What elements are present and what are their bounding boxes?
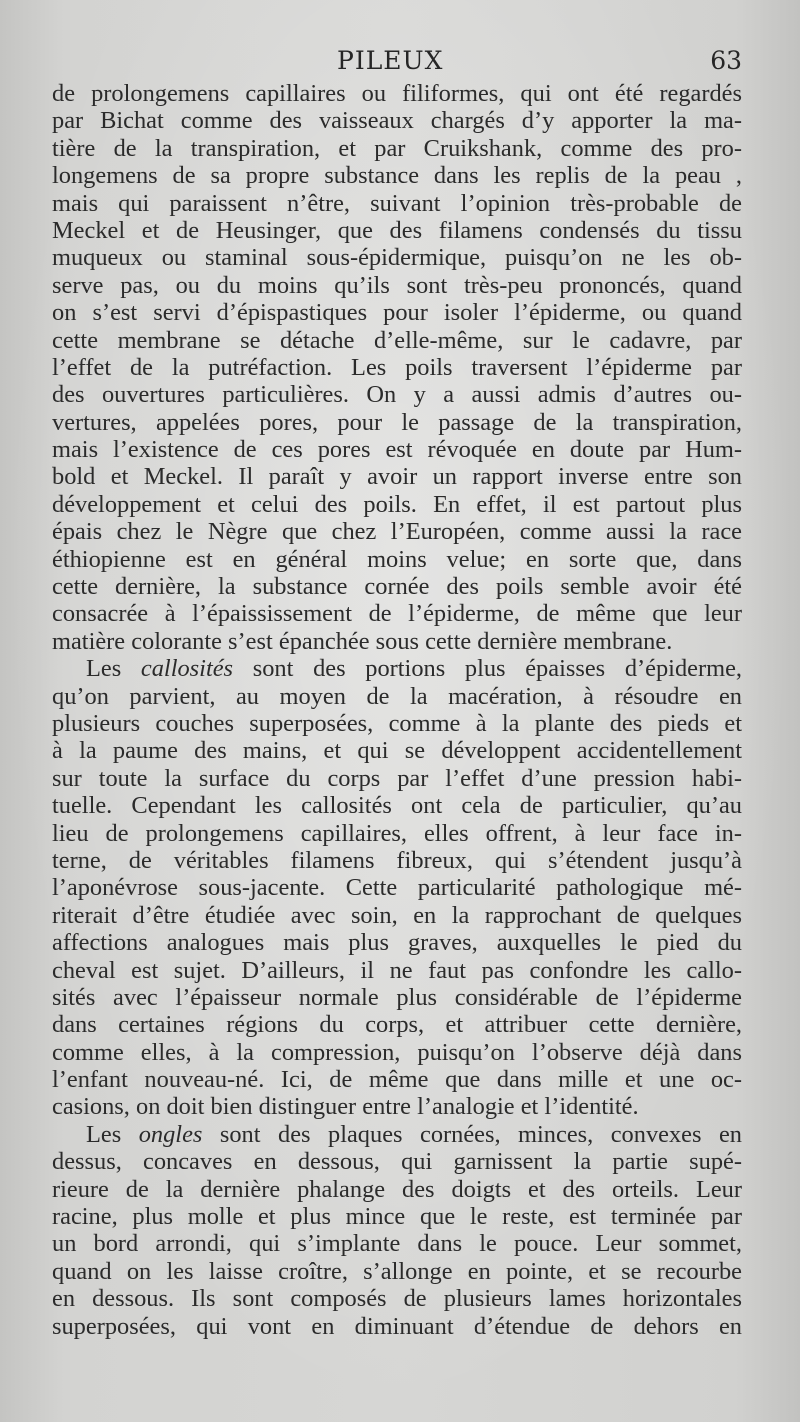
text-line: l’effet de la putréfaction. Les poils traversent l’épiderme par (52, 353, 742, 381)
text-line: cette membrane se détache d’elle-même, sur le cadavre, par (52, 326, 742, 354)
text-line: des ouvertures particulières. On y a aussi admis d’autres ou- (52, 381, 742, 409)
text-line: rieure de la dernière phalange des doigts et des orteils. Leur (52, 1175, 742, 1203)
text-line: serve pas, ou du moins qu’ils sont très-peu prononcés, quand (52, 271, 742, 299)
text-line: mais qui paraissent n’être, suivant l’opinion très-probable de (52, 189, 742, 217)
text-line: dessus, concaves en dessous, qui garnissent la partie supé- (52, 1148, 742, 1176)
running-head: PILEUX (337, 46, 444, 75)
text-line: éthiopienne est en général moins velue; en sorte que, dans (52, 545, 742, 573)
text-line: cette dernière, la substance cornée des poils semble avoir été (52, 573, 742, 601)
text-line: quand on les laisse croître, s’allonge en pointe, et se recourbe (52, 1257, 742, 1285)
text-line: casions, on doit bien distinguer entre l’analogie et l’identité. (52, 1093, 639, 1121)
text-line: qu’on parvient, au moyen de la macération, à résoudre en (52, 682, 742, 710)
text-line: en dessous. Ils sont composés de plusieurs lames horizontales (52, 1285, 742, 1313)
text-line: tuelle. Cependant les callosités ont cela de particulier, qu’au (52, 792, 742, 820)
text-line: riterait d’être étudiée avec soin, en la rapprochant de quelques (52, 901, 742, 929)
text-line: bold et Meckel. Il paraît y avoir un rapport inverse entre son (52, 463, 742, 491)
text-line: on s’est servi d’épispastiques pour isoler l’épiderme, ou quand (52, 299, 742, 327)
text-line: longemens de sa propre substance dans les replis de la peau , (52, 162, 742, 190)
italic-term: ongles (138, 1120, 203, 1148)
text-line: cheval est sujet. D’ailleurs, il ne faut pas confondre les callo- (52, 956, 742, 984)
text-line: l’aponévrose sous-jacente. Cette particularité pathologique mé- (52, 874, 742, 902)
text-line: superposées, qui vont en diminuant d’étendue de dehors en (52, 1312, 742, 1340)
text-line: mais l’existence de ces pores est révoquée en doute par Hum- (52, 436, 742, 464)
page-number: 63 (710, 46, 742, 75)
text-line: comme elles, à la compression, puisqu’on l’observe déjà dans (52, 1038, 742, 1066)
italic-term: callosités (140, 655, 234, 683)
text-line: tière de la transpiration, et par Cruikshank, comme des pro- (52, 134, 742, 162)
text-line: matière colorante s’est épanchée sous cette dernière membrane. (52, 627, 673, 655)
text-line: consacrée à l’épaississement de l’épiderme, de même que leur (52, 600, 742, 628)
text-line: dans certaines régions du corps, et attribuer cette dernière, (52, 1011, 742, 1039)
text-line: par Bichat comme des vaisseaux chargés d’y apporter la ma- (52, 107, 742, 135)
text-line: sités avec l’épaisseur normale plus considérable de l’épiderme (52, 983, 742, 1011)
text-line: sur toute la surface du corps par l’effet d’une pression habi- (52, 764, 742, 792)
text-line: Les ongles sont des plaques cornées, minces, convexes en (86, 1120, 742, 1148)
text-line: lieu de prolongemens capillaires, elles offrent, à leur face in- (52, 819, 742, 847)
text-line: à la paume des mains, et qui se développent accidentellement (52, 737, 742, 765)
text-line: l’enfant nouveau-né. Ici, de même que dans mille et une oc- (52, 1066, 742, 1094)
text-line: un bord arrondi, qui s’implante dans le pouce. Leur sommet, (52, 1230, 742, 1258)
text-line: terne, de véritables filamens fibreux, qui s’étendent jusqu’à (52, 846, 742, 874)
text-line: développement et celui des poils. En effet, il est partout plus (52, 490, 742, 518)
text-line: épais chez le Nègre que chez l’Européen, comme aussi la race (52, 518, 742, 546)
page-header (52, 46, 742, 80)
text-line: racine, plus molle et plus mince que le reste, est terminée par (52, 1203, 742, 1231)
text-line: affections analogues mais plus graves, auxquelles le pied du (52, 929, 742, 957)
text-line: Meckel et de Heusinger, que des filamens condensés du tissu (52, 216, 742, 244)
text-line: de prolongemens capillaires ou filiformes, qui ont été regardés (52, 80, 742, 107)
text-line: Les callosités sont des portions plus épaisses d’épiderme, (86, 655, 742, 683)
body-text (52, 80, 742, 1340)
text-line: plusieurs couches superposées, comme à la plante des pieds et (52, 709, 742, 737)
text-line: muqueux ou staminal sous-épidermique, puisqu’on ne les ob- (52, 244, 742, 272)
text-line: vertures, appelées pores, pour le passage de la transpiration, (52, 408, 742, 436)
